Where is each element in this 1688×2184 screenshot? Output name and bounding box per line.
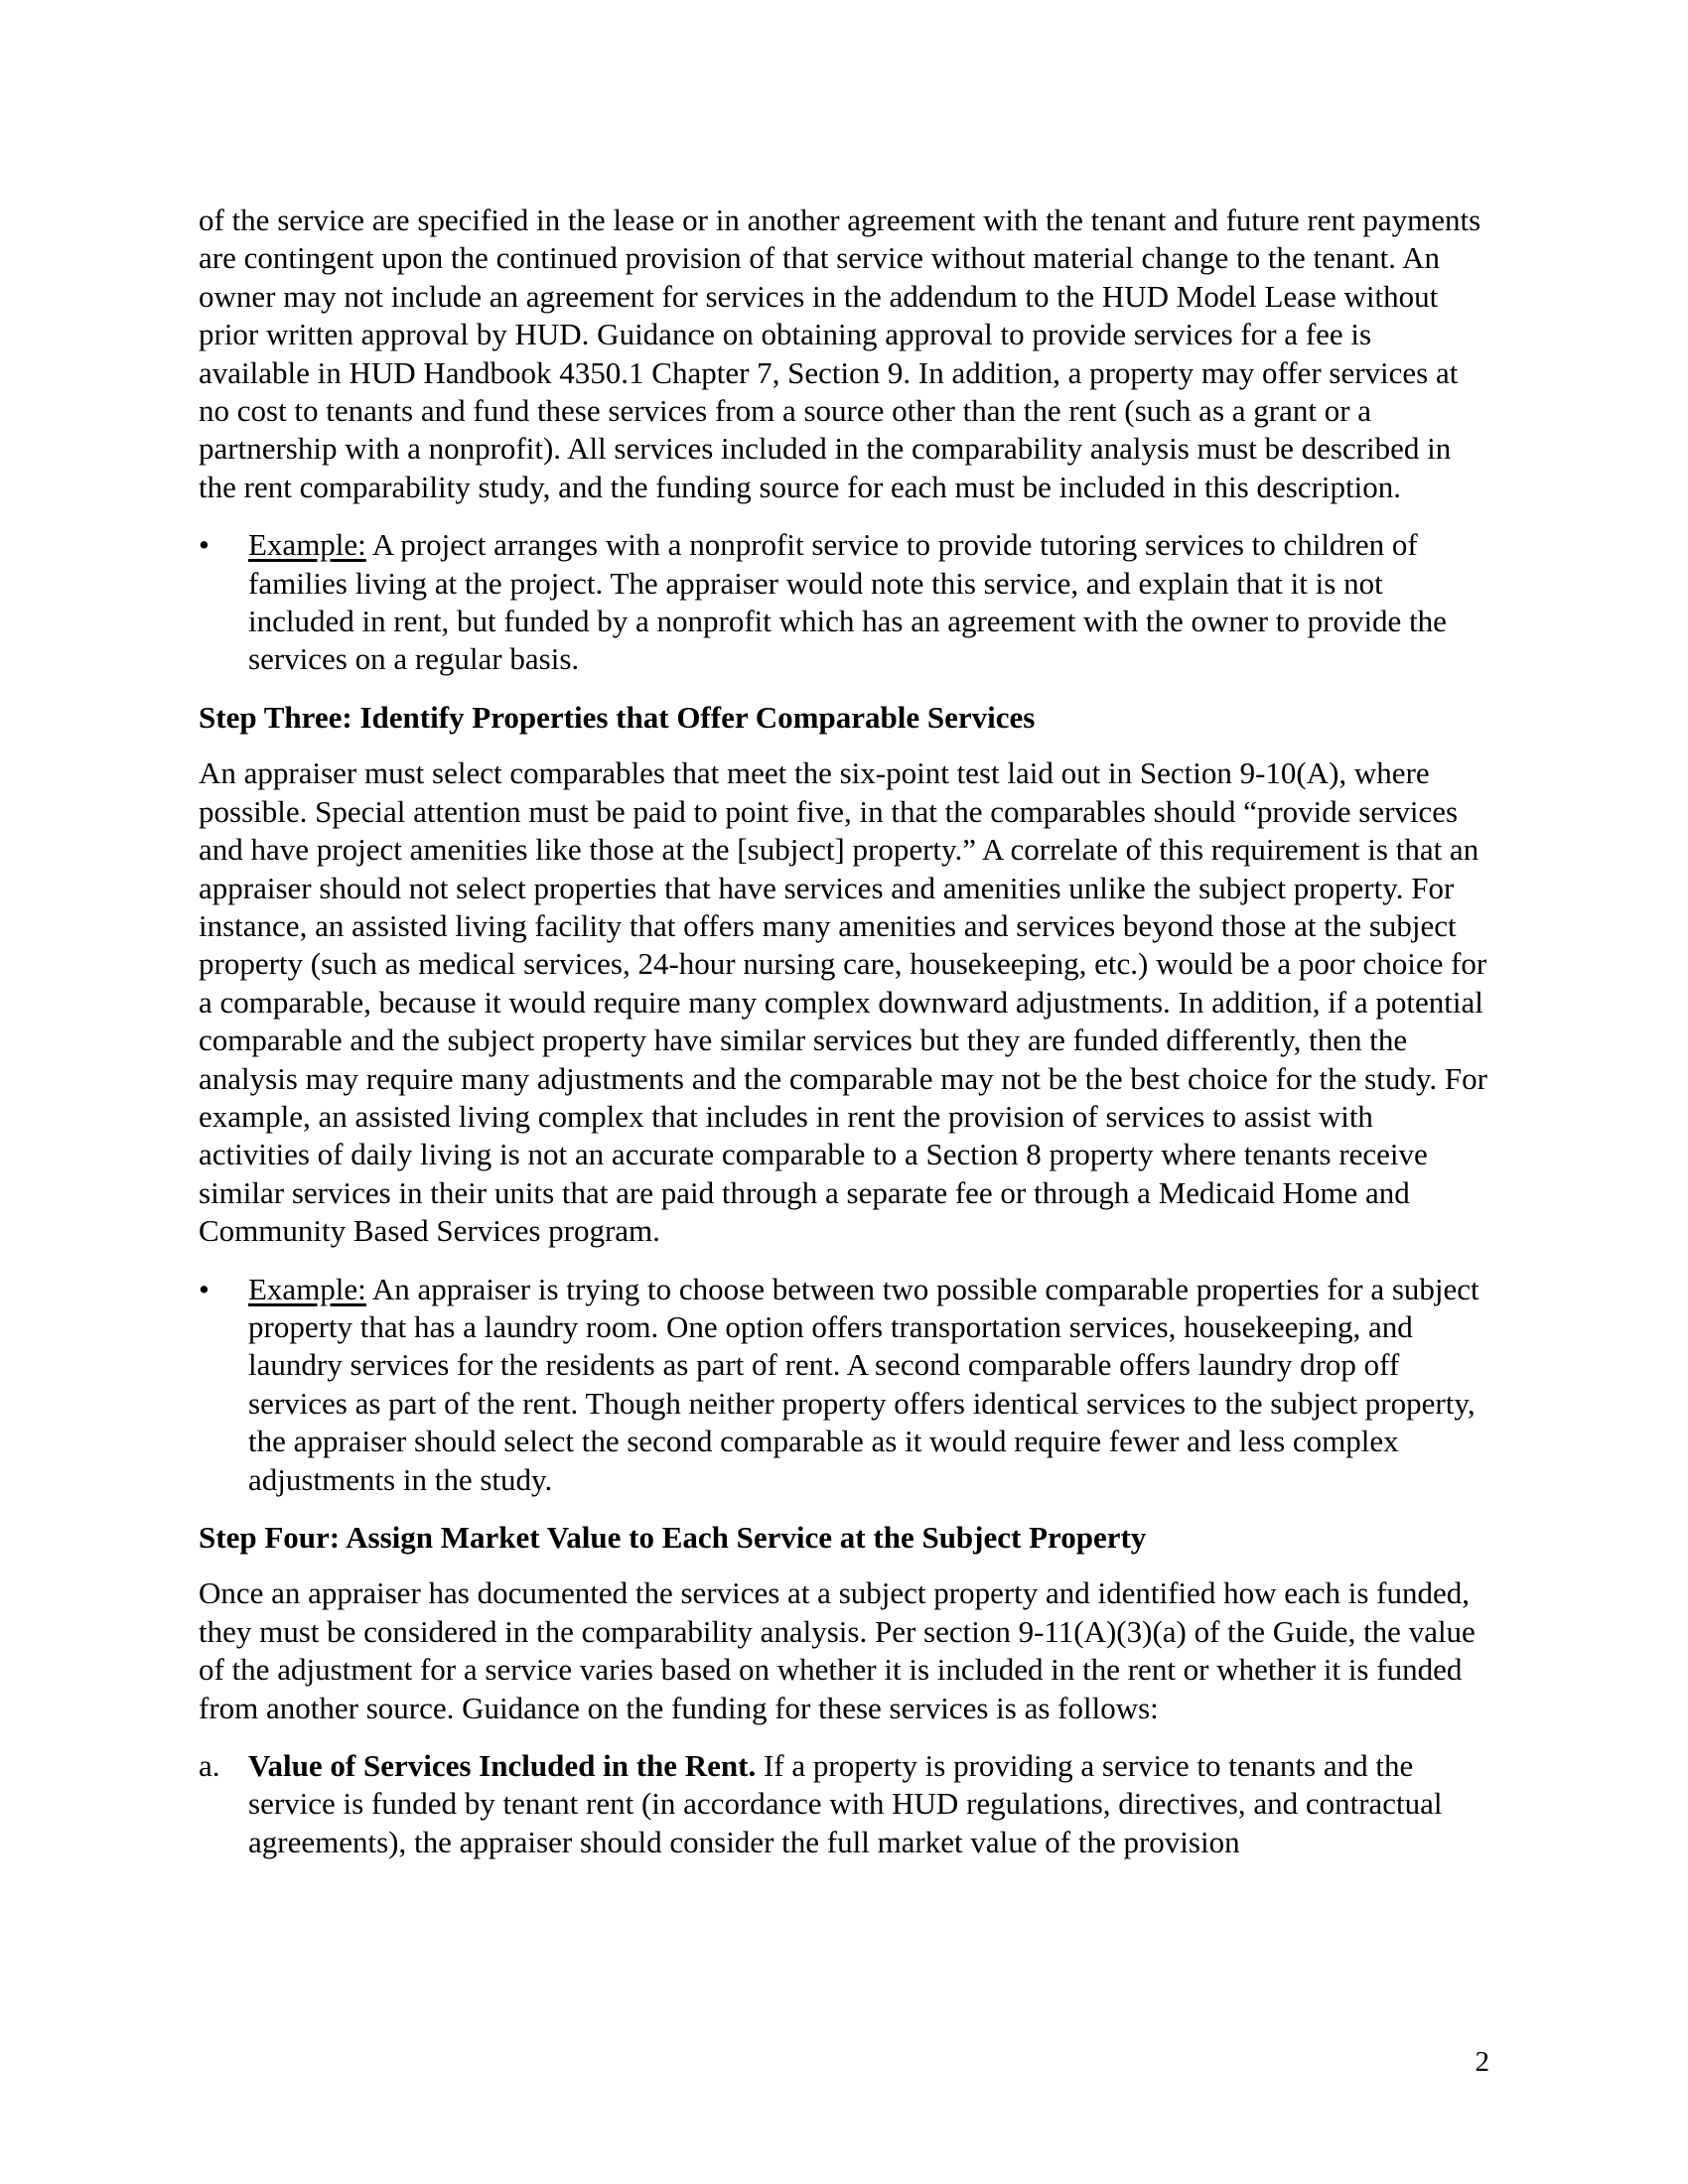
page-number: 2 [1475, 2046, 1489, 2078]
lettered-item-a [199, 1747, 1489, 1861]
example-text: An appraiser is trying to choose between two possible comparable properties for a subject property that has a laundry room. One option offers transportation services, housekeeping, and laundry services for the residents as part of rent. A second comparable offers laundry drop off services as part of the rent. Though neither property offers identical services to the subject property, the appraiser should select the second comparable as it would require fewer and less complex adjustments in the study. [248, 1271, 1479, 1497]
item-text: If a property is providing a service to tenants and the service is funded by tenant rent (in accordance with HUD regulations, directives, and contractual agreements), the appraiser should consider the full market value of the provision [248, 1748, 1443, 1859]
example-label: Example: [248, 527, 366, 563]
paragraph-services-agreement: of the service are specified in the lease or in another agreement with the tenant and future rent payments are contingent upon the continued provision of that service without material change to the tenant. An owner may not include an agreement for services in the addendum to the HUD Model Lease without prior written approval by HUD. Guidance on obtaining approval to provide services for a fee is available in HUD Handbook 4350.1 Chapter 7, Section 9. In addition, a property may offer services at no cost to tenants and fund these services from a source other than the rent (such as a grant or a partnership with a nonprofit). All services included in the comparability analysis must be described in the rent comparability study, and the funding source for each must be included in this description. [199, 203, 1481, 504]
example-label: Example: [248, 1271, 366, 1306]
example-bullet-tutoring [199, 526, 1489, 679]
bullet-marker: • [199, 527, 210, 563]
heading-step-four: Step Four: Assign Market Value to Each Service at the Subject Property [199, 1520, 1147, 1555]
example-bullet-laundry [199, 1271, 1489, 1499]
item-letter: a. [199, 1748, 220, 1784]
example-text: A project arranges with a nonprofit service to provide tutoring services to children of families living at the project. The appraiser would note this service, and explain that it is not included in rent, but funded by a nonprofit which has an agreement with the owner to provide the services on a regular basis. [248, 527, 1447, 677]
document-page [199, 202, 1489, 1861]
heading-step-three: Step Three: Identify Properties that Offer Comparable Services [199, 699, 1036, 735]
bullet-marker: • [199, 1271, 210, 1306]
paragraph-select-comparables: An appraiser must select comparables that meet the six-point test laid out in Section 9-10(A), where possible. Special attention must be paid to point five, in that the comparables should “provide services and have project amenities like those at the [subject] property.” A correlate of this requirement is that an appraiser should not select properties that have services and amenities unlike the subject property. For instance, an assisted living facility that offers many amenities and services beyond those at the subject property (such as medical services, 24-hour nursing care, housekeeping, etc.) would be a poor choice for a comparable, because it would require many complex downward adjustments. In addition, if a potential comparable and the subject property have similar services but they are funded differently, then the analysis may require many adjustments and the comparable may not be the best choice for the study. For example, an assisted living complex that includes in rent the provision of services to assist with activities of daily living is not an accurate comparable to a Section 8 property where tenants receive similar services in their units that are paid through a separate fee or through a Medicaid Home and Community Based Services program. [199, 755, 1487, 1249]
paragraph-assign-market-value: Once an appraiser has documented the services at a subject property and identified how each is funded, they must be considered in the comparability analysis. Per section 9-11(A)(3)(a) of the Guide, the value of the adjustment for a service varies based on whether it is included in the rent or whether it is funded from another source. Guidance on the funding for these services is as follows: [199, 1575, 1476, 1725]
item-title: Value of Services Included in the Rent. [248, 1748, 757, 1784]
